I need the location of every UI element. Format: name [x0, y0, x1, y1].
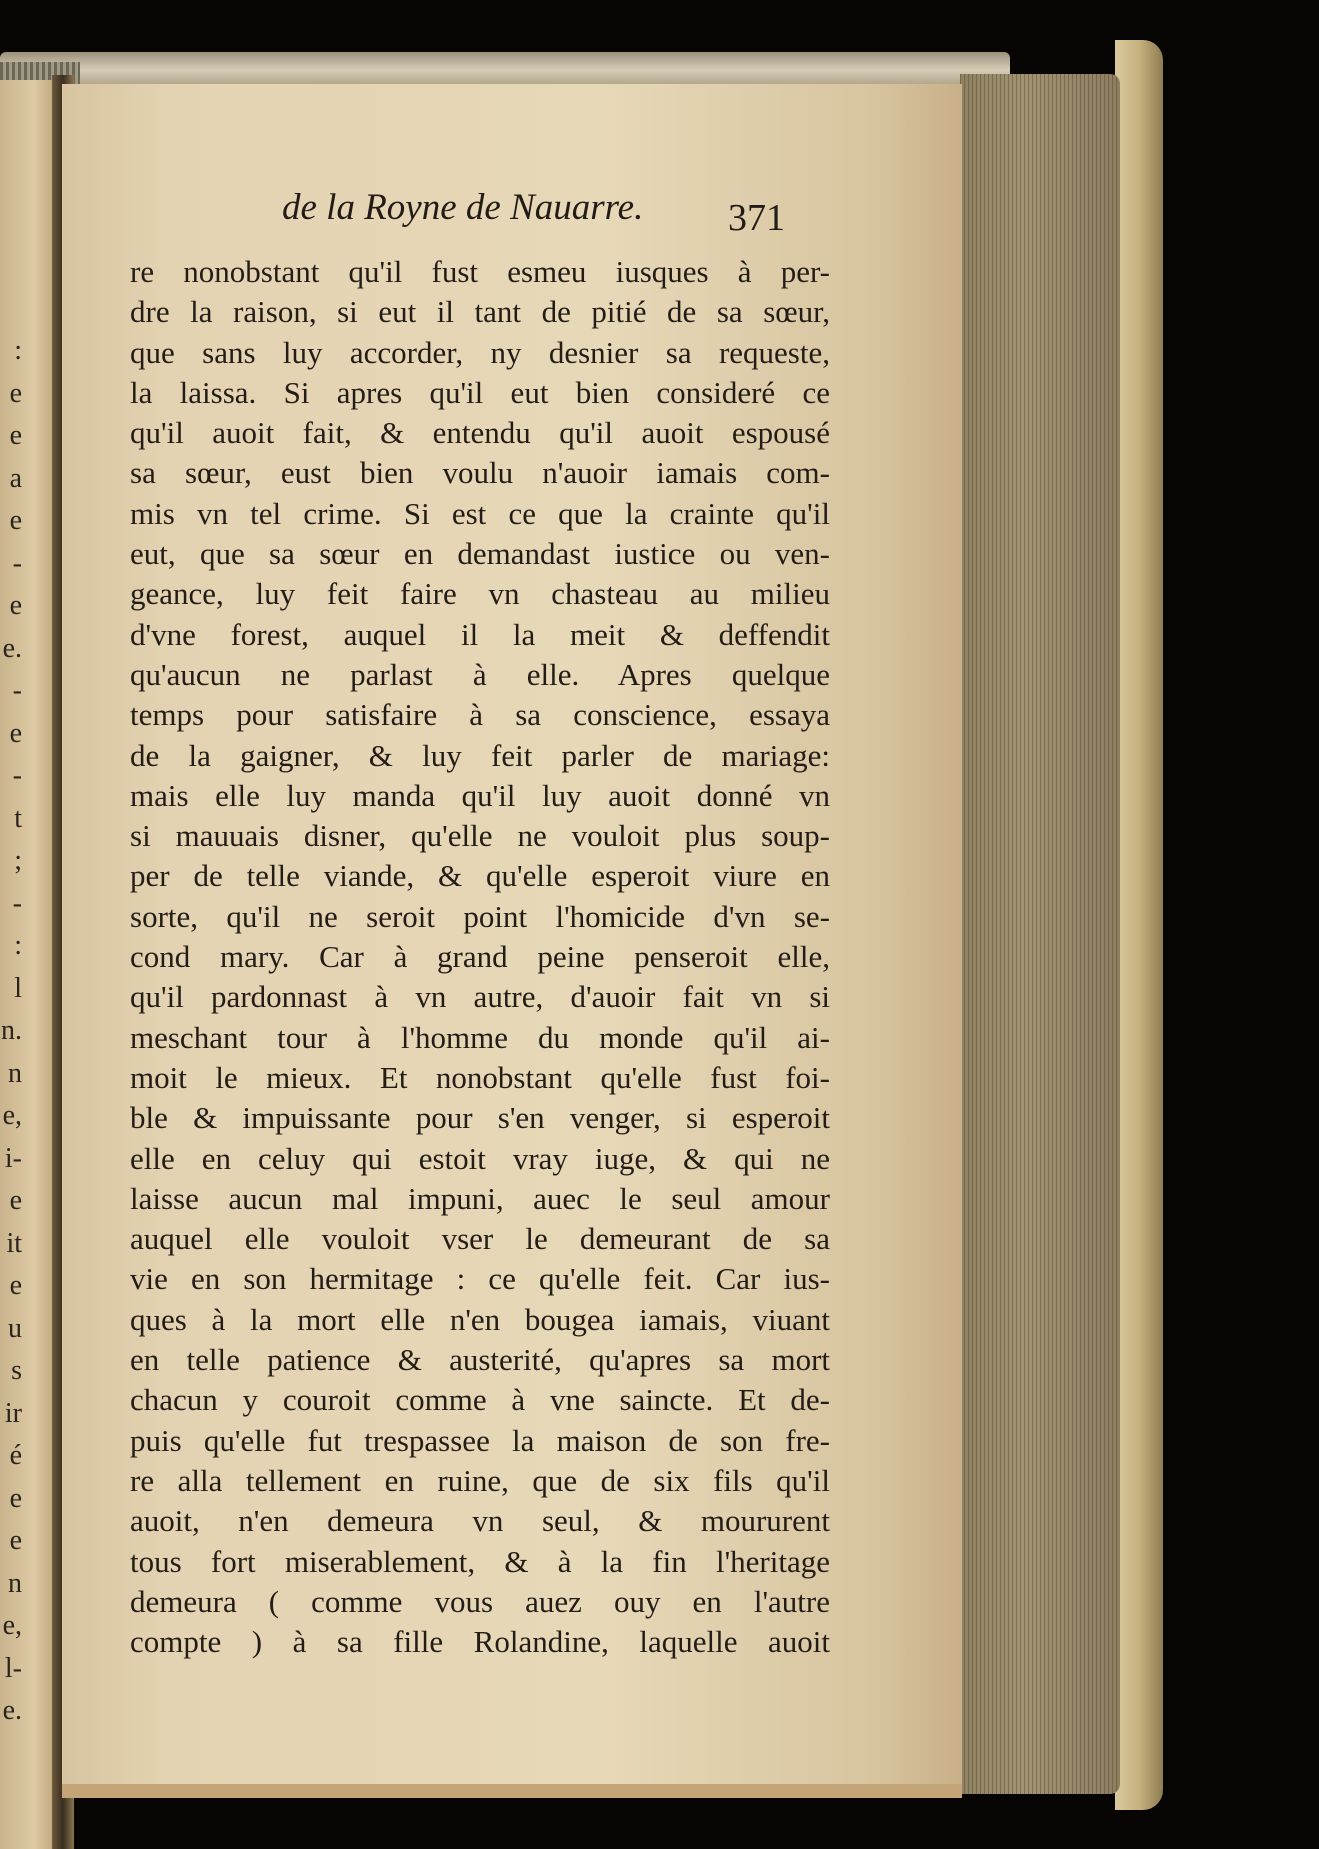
facing-page-char: e.	[2, 1695, 22, 1726]
text-line: temps pour satisfaire à sa conscience, essaya	[130, 697, 830, 733]
facing-page-char: -	[12, 887, 22, 919]
text-line: laisse aucun mal impuni, auec le seul amour	[130, 1180, 830, 1216]
text-block	[130, 252, 830, 1662]
facing-page-char: n.	[1, 1015, 22, 1046]
text-line: geance, luy feit faire vn chasteau au milieu	[130, 576, 830, 612]
text-line: eut, que sa sœur en demandast iustice ou ven-	[130, 536, 830, 572]
text-line: qu'il auoit fait, & entendu qu'il auoit espousé	[130, 415, 830, 451]
text-line: puis qu'elle fut trespassee la maison de son fre-	[130, 1422, 830, 1458]
facing-page-char: e.	[2, 632, 22, 664]
text-line: ques à la mort elle n'en bougea iamais, viuant	[130, 1301, 830, 1337]
facing-page-char: ;	[14, 845, 22, 876]
text-line: d'vne forest, auquel il la meit & deffendit	[130, 616, 830, 652]
facing-page-char: ir	[4, 1397, 22, 1429]
page-stack-fore-edge	[960, 74, 1120, 1794]
text-line: compte ) à sa fille Rolandine, laquelle auoit	[130, 1624, 830, 1660]
text-line: re alla tellement en ruine, que de six fils qu'il	[130, 1462, 830, 1498]
facing-page-char: :	[14, 335, 22, 366]
facing-page-line-endings	[0, 330, 22, 1733]
facing-page-char: -	[12, 675, 22, 706]
page-number: 371	[728, 197, 785, 239]
facing-page-char: u	[8, 1312, 22, 1344]
text-line: qu'aucun ne parlast à elle. Apres quelque	[130, 656, 830, 692]
facing-page-char: s	[11, 1355, 22, 1386]
text-line: tous fort miserablement, & à la fin l'heritage	[130, 1543, 830, 1579]
facing-page-char: a	[9, 462, 22, 494]
text-line: la laissa. Si apres qu'il eut bien consideré ce	[130, 374, 830, 410]
facing-page-char: e	[9, 717, 22, 749]
facing-page-char: e	[9, 1185, 22, 1216]
text-line: elle en celuy qui estoit vray iuge, & qui ne	[130, 1140, 830, 1176]
text-line: auquel elle vouloit vser le demeurant de sa	[130, 1221, 830, 1257]
facing-page-char: i-	[4, 1142, 22, 1174]
facing-page-char: e,	[2, 1610, 22, 1641]
facing-page-char: n	[8, 1057, 22, 1089]
facing-page-char: :	[14, 930, 22, 961]
text-line: si mauuais disner, qu'elle ne vouloit plus soup-	[130, 818, 830, 854]
text-line: meschant tour à l'homme du monde qu'il ai-	[130, 1019, 830, 1055]
binding-cover-edge	[1115, 40, 1163, 1810]
facing-page-char: e	[9, 1525, 22, 1556]
text-line: ble & impuissante pour s'en venger, si esperoit	[130, 1100, 830, 1136]
facing-page-char: e	[9, 505, 22, 536]
text-line: chacun y couroit comme à vne saincte. Et de-	[130, 1382, 830, 1418]
text-line: que sans luy accorder, ny desnier sa requeste,	[130, 334, 830, 370]
facing-page-char: l	[14, 972, 22, 1004]
facing-page-char: -	[12, 547, 22, 579]
facing-page-char: e	[9, 420, 22, 451]
facing-page-char: -	[12, 760, 22, 791]
facing-page-char: e	[9, 377, 22, 409]
text-line: demeura ( comme vous auez ouy en l'autre	[130, 1583, 830, 1619]
text-line: cond mary. Car à grand peine penseroit elle,	[130, 939, 830, 975]
text-line: sa sœur, eust bien voulu n'auoir iamais com-	[130, 455, 830, 491]
text-line: auoit, n'en demeura vn seul, & moururent	[130, 1503, 830, 1539]
text-line: moit le mieux. Et nonobstant qu'elle fust foi-	[130, 1059, 830, 1095]
text-line: vie en son hermitage : ce qu'elle feit. Car ius-	[130, 1261, 830, 1297]
text-line: en telle patience & austerité, qu'apres sa mort	[130, 1342, 830, 1378]
facing-page-char: n	[8, 1567, 22, 1599]
facing-page-char: é	[9, 1440, 22, 1471]
text-line: re nonobstant qu'il fust esmeu iusques à per-	[130, 254, 830, 289]
facing-page-char: e	[9, 590, 22, 621]
text-line: qu'il pardonnast à vn autre, d'auoir fait vn si	[130, 979, 830, 1015]
facing-page-char: e,	[2, 1100, 22, 1131]
facing-page-char: it	[6, 1227, 22, 1259]
facing-page-char: e	[9, 1482, 22, 1514]
text-line: dre la raison, si eut il tant de pitié de sa sœur,	[130, 294, 830, 330]
facing-page-char: e	[9, 1270, 22, 1301]
facing-page-char: t	[14, 802, 22, 834]
text-line: sorte, qu'il ne seroit point l'homicide d'vn se-	[130, 898, 830, 934]
text-line: per de telle viande, & qu'elle esperoit viure en	[130, 858, 830, 894]
running-head: de la Royne de Nauarre.	[282, 187, 644, 228]
text-line: mais elle luy manda qu'il luy auoit donné vn	[130, 777, 830, 813]
facing-page-char: l-	[4, 1652, 22, 1684]
text-line: mis vn tel crime. Si est ce que la crainte qu'il	[130, 495, 830, 531]
top-page-edge	[0, 52, 1010, 88]
text-line: de la gaigner, & luy feit parler de mariage:	[130, 737, 830, 773]
